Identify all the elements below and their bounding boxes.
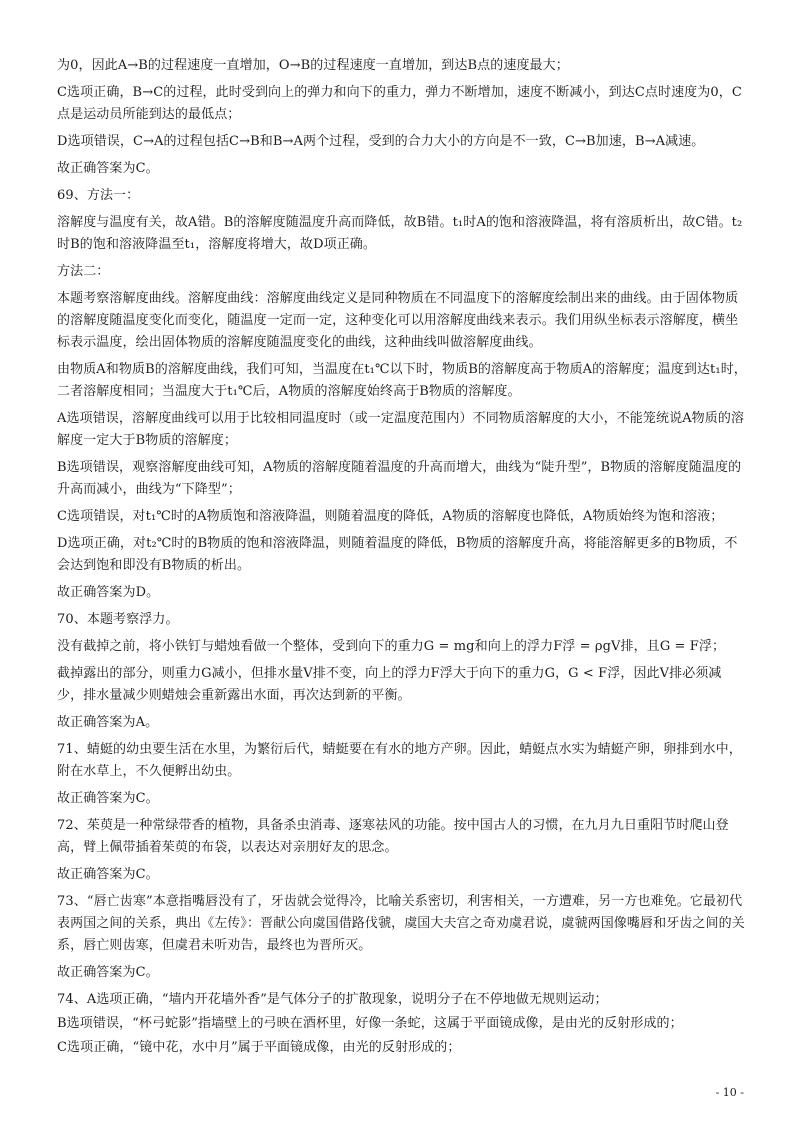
answer-line: 故正确答案为C。 — [57, 161, 159, 176]
paragraph: D选项正确，对t₂℃时的B物质的饱和溶液降温，则随着温度的降低，B物质的溶解度升高，将能溶解更多的B物质，不会达到饱和即没有B物质的析出。 — [57, 536, 738, 573]
paragraph: 溶解度与温度有关，故A错。B的溶解度随温度升高而降低，故B错。t₁时A的饱和溶液降温，将有溶质析出，故C错。t₂时B的饱和溶液降温至t₁，溶解度将增大，故D项正确。 — [57, 215, 743, 252]
answer-line: 故正确答案为C。 — [57, 965, 159, 980]
paragraph: B选项错误，“杯弓蛇影”指墙壁上的弓映在酒杯里，好像一条蛇，这属于平面镜成像，是由光的反射形成的； — [57, 1016, 683, 1031]
paragraph: 截掉露出的部分，则重力G减小，但排水量V排不变，向上的浮力F浮大于向下的重力G，G < F浮，因此V排必须减少，排水量减少则蜡烛会重新露出水面，再次达到新的平衡。 — [57, 666, 722, 703]
paragraph: A选项错误，溶解度曲线可以用于比较相同温度时（或一定温度范围内）不同物质溶解度的大小，不能笼统说A物质的溶解度一定大于B物质的溶解度； — [57, 411, 745, 448]
answer-line: 故正确答案为C。 — [57, 867, 159, 882]
paragraph: 没有截掉之前，将小铁钉与蜡烛看做一个整体，受到向下的重力G = mg和向上的浮力F浮 = ρgV排，且G = F浮； — [57, 639, 726, 654]
paragraph: C选项正确，B→C的过程，此时受到向上的弹力和向下的重力，弹力不断增加，速度不断减小，到达C点时速度为0，C点是运动员所能到达的最低点； — [57, 85, 742, 122]
paragraph: C选项正确，“镜中花，水中月”属于平面镜成像，由光的反射形成的； — [57, 1040, 461, 1055]
page-number: - 10 - — [715, 1086, 744, 1099]
paragraph: C选项错误，对t₁℃时的A物质饱和溶液降温，则随着温度的降低，A物质的溶解度也降低，A物质始终为饱和溶液； — [57, 509, 724, 524]
paragraph: 由物质A和物质B的溶解度曲线，我们可知，当温度在t₁℃以下时，物质B的溶解度高于物质A的溶解度；温度到达t₁时，二者溶解度相同；当温度大于t₁℃后，A物质的溶解度始终高于B物质的溶解度。 — [57, 362, 747, 399]
answer-line: 故正确答案为D。 — [57, 585, 160, 600]
answer-line: 故正确答案为A。 — [57, 715, 159, 730]
question-heading: 69、方法一： — [57, 188, 140, 203]
paragraph: 本题考察溶解度曲线。溶解度曲线：溶解度曲线定义是同种物质在不同温度下的溶解度绘制出来的曲线。由于固体物质的溶解度随温度变化而变化，随温度一定而一定，这种变化可以用溶解度曲线来表示。我们用纵坐标表示溶解度，横坐标表示温度，绘出固体物质的溶解度随温度变化的曲线，这种曲线叫做溶解度曲线。 — [57, 291, 739, 350]
paragraph: 72、茱萸是一种常绿带香的植物，具备杀虫消毒、逐寒祛风的功能。按中国古人的习惯，在九月九日重阳节时爬山登高，臂上佩带插着茱萸的布袋，以表达对亲朋好友的思念。 — [57, 818, 729, 855]
section-heading: 方法二： — [57, 264, 110, 279]
paragraph: D选项错误，C→A的过程包括C→B和B→A两个过程，受到的合力大小的方向是不一致，C→B加速，B→A减速。 — [57, 134, 705, 149]
paragraph: 为0，因此A→B的过程速度一直增加，O→B的过程速度一直增加，到达B点的速度最大； — [57, 58, 569, 73]
paragraph: 74、A选项正确，“墙内开花墙外香”是气体分子的扩散现象，说明分子在不停地做无规则运动； — [57, 992, 608, 1007]
answer-line: 故正确答案为C。 — [57, 791, 159, 806]
paragraph: B选项错误，观察溶解度曲线可知，A物质的溶解度随着温度的升高而增大，曲线为“陡升型”，B物质的溶解度随温度的升高而减小，曲线为“下降型”； — [57, 460, 742, 497]
paragraph: 71、蜻蜓的幼虫要生活在水里，为繁衍后代，蜻蜓要在有水的地方产卵。因此，蜻蜓点水实为蜻蜓产卵，卵排到水中，附在水草上，不久便孵出幼虫。 — [57, 742, 742, 779]
page-body — [57, 55, 747, 1061]
question-heading: 70、本题考察浮力。 — [57, 612, 179, 627]
paragraph: 73、“唇亡齿寒”本意指嘴唇没有了，牙齿就会觉得冷，比喻关系密切，利害相关，一方遭难，另一方也难免。它最初代表两国之间的关系，典出《左传》：晋献公向虞国借路伐虢，虞国大夫宫之奇劝虞君说，虞虢两国像嘴唇和牙齿之间的关系，唇亡则齿寒，但虞君未听劝告，最终也为晋所灭。 — [57, 894, 745, 953]
